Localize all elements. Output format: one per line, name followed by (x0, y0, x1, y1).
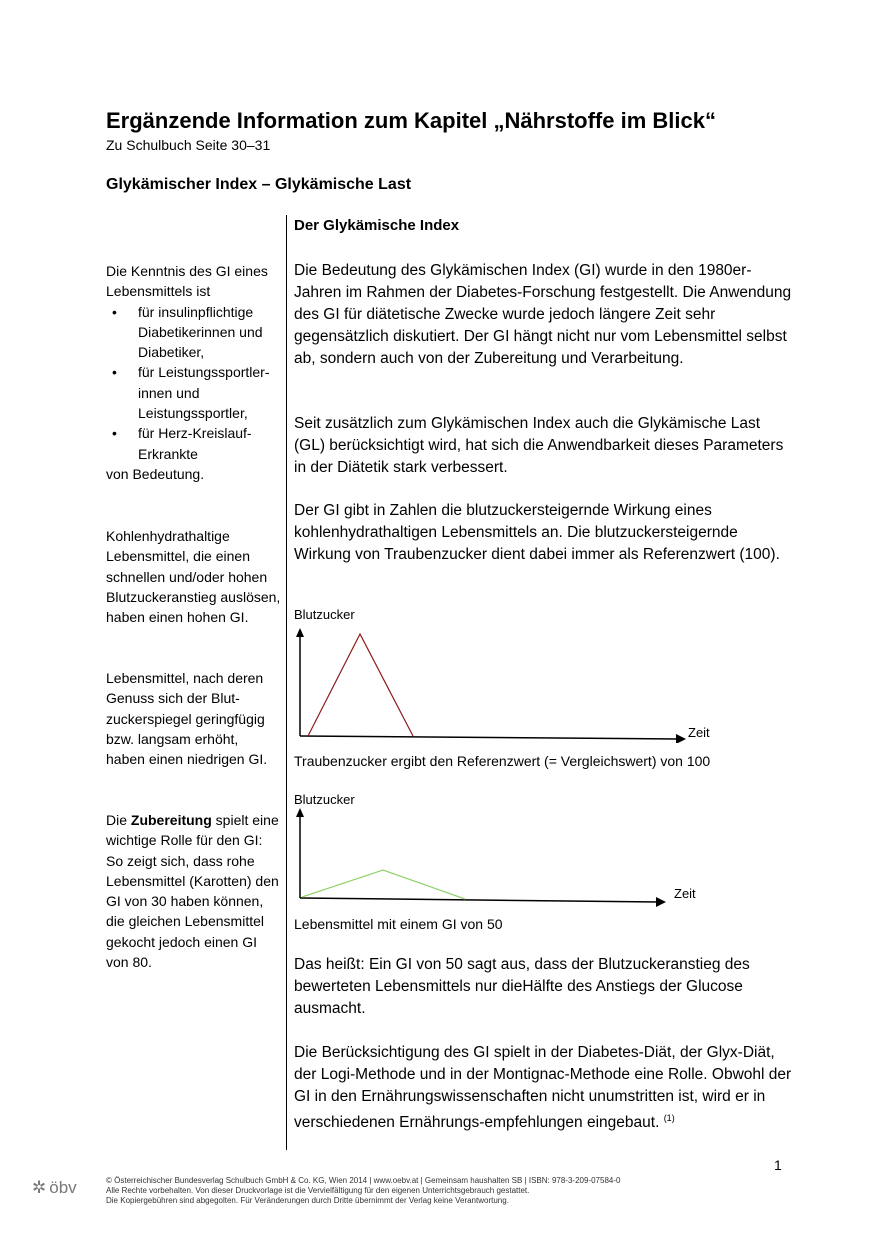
page-title: Ergänzende Information zum Kapitel „Nährstoffe im Blick“ (106, 108, 716, 133)
footnote-ref: (1) (663, 1112, 675, 1123)
chart1-xlabel: Zeit (688, 725, 710, 740)
chart2-xlabel: Zeit (674, 886, 696, 901)
chart1-x-arrow (676, 734, 686, 743)
sidebar-outro: von Bedeutung. (106, 465, 205, 482)
main-paragraph-1: Die Bedeutung des Glykämischen Index (GI) wurde in den 1980er-Jahren im Rahmen der Diabetes-Forschung festgestellt. Die Anwendung des GI für diätetische Zwecke wurde jedoch längere Zeit sehr gegensätzlich diskutiert. Der GI hängt nicht nur vom Lebensmittel selbst ab, sondern auch von der Zubereitung und Verarbeitung. (294, 262, 792, 367)
sidebar-block-2 (106, 526, 281, 627)
sidebar-paragraph: Lebensmittel, nach deren Genuss sich der Blut-zuckerspiegel geringfügig bzw. langsam erhöht, haben einen niedrigen GI. (106, 670, 268, 768)
chart2-y-arrow (296, 808, 304, 817)
list-item: • für insulinpflichtige Diabetikerinnen und Diabetiker, (112, 303, 263, 361)
sidebar-paragraph: Die Zubereitung spielt eine wichtige Rolle für den GI: So zeigt sich, dass rohe Lebensmittel (Karotten) den GI von 30 haben können, die gleichen Lebensmittel gekocht jedoch einen GI von 80. (106, 812, 279, 971)
chart1-caption: Traubenzucker ergibt den Referenzwert (= Vergleichswert) von 100 (294, 753, 711, 769)
chart1-curve (308, 634, 413, 736)
column-divider (286, 215, 287, 1150)
list-item: • für Leistungssportler-innen und Leistungssportler, (112, 364, 270, 422)
chart2-x-arrow (656, 897, 666, 907)
sidebar-intro: Die Kenntnis des GI eines Lebensmittels ist (106, 263, 268, 300)
sidebar-block-1 (106, 261, 281, 484)
main-paragraph-3: Der GI gibt in Zahlen die blutzuckersteigernde Wirkung eines kohlenhydrathaltigen Lebensmittels an. Die blutzuckersteigernde Wirkung von Traubenzucker dient dabei immer als Referenzwert (100). (294, 502, 780, 563)
main-paragraph-2: Seit zusätzlich zum Glykämischen Index auch die Glykämische Last (GL) berücksichtigt wird, hat sich die Anwendbarkeit dieses Parameters in der Diätetik stark verbessert. (294, 415, 784, 476)
chart1-ylabel: Blutzucker (294, 607, 355, 622)
page-number: 1 (774, 1157, 782, 1173)
chart2-ylabel: Blutzucker (294, 792, 355, 807)
bullet-icon: • (112, 425, 117, 442)
chart1-x-axis (300, 736, 678, 739)
chart1-diagram (290, 628, 690, 743)
page-subtitle: Zu Schulbuch Seite 30–31 (106, 137, 271, 153)
chart2-diagram (290, 808, 675, 908)
list-item: • für Herz-Kreislauf-Erkrankte (112, 425, 252, 462)
sidebar-block-4 (106, 810, 281, 972)
bold-term: Zubereitung (130, 812, 212, 828)
chart2-caption: Lebensmittel mit einem GI von 50 (294, 916, 503, 932)
publisher-logo: ✲ öbv (32, 1178, 77, 1197)
main-paragraph-4: Das heißt: Ein GI von 50 sagt aus, dass der Blutzuckeranstieg des bewerteten Lebensmittels nur dieHälfte des Anstiegs der Glucose ausmacht. (294, 956, 750, 1017)
chart2-curve (302, 870, 465, 899)
logo-star-icon: ✲ (32, 1178, 47, 1197)
sidebar-bullet-list (106, 302, 281, 464)
sidebar-block-3 (106, 668, 281, 769)
main-heading: Der Glykämische Index (294, 217, 460, 234)
footer-copyright: © Österreichischer Bundesverlag Schulbuch GmbH & Co. KG, Wien 2014 | www.oebv.at | Gemeinsam haushalten SB | ISBN: 978-3-209-07584-0 Alle Rechte vorbehalten. Von dieser Druckvorlage ist die Vervielfältigung für den eigenen Unterrichtsgebrauch gestattet. Die Kopiergebühren sind abgegolten. Für Veränderungen durch Dritte übernimmt der Verlag keine Verantwortung. (106, 1176, 621, 1205)
sidebar-paragraph: Kohlenhydrathaltige Lebensmittel, die einen schnellen und/oder hohen Blutzuckeranstieg auslösen, haben einen hohen GI. (106, 528, 281, 626)
bullet-icon: • (112, 364, 117, 381)
main-paragraph-5: Die Berücksichtigung des GI spielt in der Diabetes-Diät, der Glyx-Diät, der Logi-Methode und in der Montignac-Methode eine Rolle. Obwohl der GI in den Ernährungswissenschaften nicht unumstritten ist, wird er in verschiedenen Ernährungs-empfehlungen eingebaut. $^{(1)}$ (294, 1044, 792, 1131)
chart2-x-axis (300, 898, 658, 902)
bullet-icon: • (112, 303, 117, 320)
section-title: Glykämischer Index – Glykämische Last (106, 176, 412, 193)
chart1-y-arrow (296, 628, 304, 637)
